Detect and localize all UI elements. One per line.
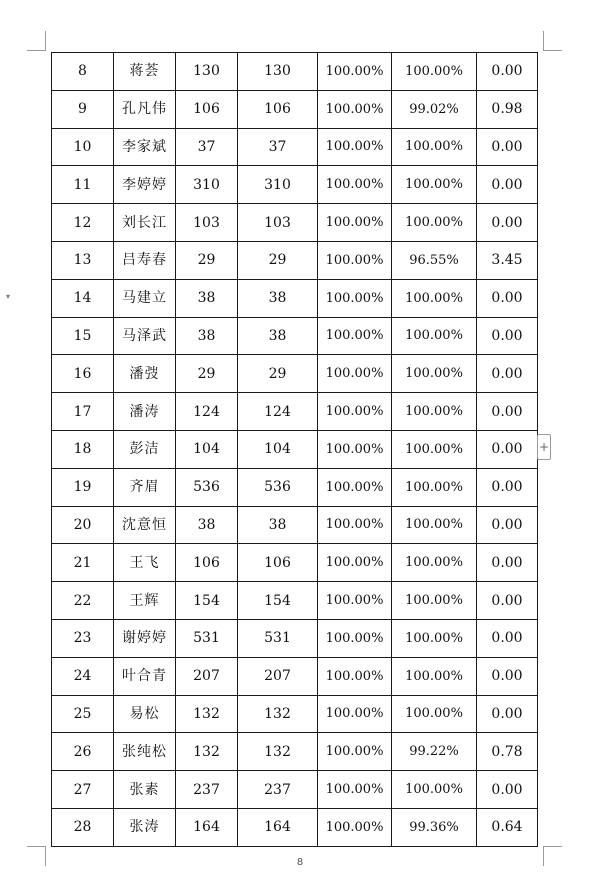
diff-cell: 0.78	[477, 733, 538, 771]
name-cell: 李家斌	[114, 128, 176, 166]
index-cell: 20	[52, 506, 114, 544]
name-cell: 李婷婷	[114, 166, 176, 204]
name-cell: 马泽武	[114, 317, 176, 355]
table-row	[52, 90, 538, 128]
index-cell: 15	[52, 317, 114, 355]
total-cell: 132	[176, 695, 238, 733]
index-cell: 23	[52, 619, 114, 657]
pass-rate-cell: 100.00%	[392, 317, 477, 355]
index-cell: 25	[52, 695, 114, 733]
pass-rate-cell: 100.00%	[392, 506, 477, 544]
diff-cell: 0.00	[477, 128, 538, 166]
rate-cell: 100.00%	[318, 204, 392, 242]
done-cell: 132	[238, 733, 318, 771]
add-row-button[interactable]: +	[537, 434, 551, 460]
index-cell: 21	[52, 544, 114, 582]
total-cell: 531	[176, 619, 238, 657]
rate-cell: 100.00%	[318, 430, 392, 468]
rate-cell: 100.00%	[318, 128, 392, 166]
done-cell: 29	[238, 241, 318, 279]
rate-cell: 100.00%	[318, 619, 392, 657]
table-row	[52, 695, 538, 733]
pass-rate-cell: 100.00%	[392, 204, 477, 242]
table-row	[52, 317, 538, 355]
index-cell: 13	[52, 241, 114, 279]
name-cell: 吕寿春	[114, 241, 176, 279]
pass-rate-cell: 100.00%	[392, 393, 477, 431]
pass-rate-cell: 100.00%	[392, 53, 477, 91]
pass-rate-cell: 100.00%	[392, 619, 477, 657]
table-row	[52, 808, 538, 846]
total-cell: 38	[176, 317, 238, 355]
table-row	[52, 544, 538, 582]
name-cell: 孔凡伟	[114, 90, 176, 128]
total-cell: 124	[176, 393, 238, 431]
name-cell: 张纯松	[114, 733, 176, 771]
rate-cell: 100.00%	[318, 544, 392, 582]
table-row	[52, 355, 538, 393]
table-row	[52, 393, 538, 431]
table-row	[52, 279, 538, 317]
table-row	[52, 619, 538, 657]
index-cell: 10	[52, 128, 114, 166]
index-cell: 11	[52, 166, 114, 204]
diff-cell: 0.00	[477, 619, 538, 657]
pass-rate-cell: 100.00%	[392, 355, 477, 393]
diff-cell: 0.00	[477, 355, 538, 393]
page-number: 8	[296, 857, 304, 868]
name-cell: 张素	[114, 771, 176, 809]
done-cell: 29	[238, 355, 318, 393]
total-cell: 29	[176, 355, 238, 393]
total-cell: 38	[176, 506, 238, 544]
rate-cell: 100.00%	[318, 771, 392, 809]
rate-cell: 100.00%	[318, 90, 392, 128]
table-row	[52, 53, 538, 91]
table-row	[52, 128, 538, 166]
pass-rate-cell: 100.00%	[392, 166, 477, 204]
diff-cell: 0.00	[477, 53, 538, 91]
done-cell: 38	[238, 317, 318, 355]
diff-cell: 0.00	[477, 771, 538, 809]
pass-rate-cell: 100.00%	[392, 279, 477, 317]
crop-mark-bottom-left-h	[27, 846, 46, 847]
collapse-marker-icon[interactable]: ▾	[6, 292, 11, 301]
pass-rate-cell: 99.02%	[392, 90, 477, 128]
total-cell: 104	[176, 430, 238, 468]
pass-rate-cell: 100.00%	[392, 544, 477, 582]
pass-rate-cell: 100.00%	[392, 430, 477, 468]
done-cell: 103	[238, 204, 318, 242]
name-cell: 刘长江	[114, 204, 176, 242]
index-cell: 22	[52, 582, 114, 620]
total-cell: 536	[176, 468, 238, 506]
diff-cell: 0.00	[477, 544, 538, 582]
name-cell: 齐眉	[114, 468, 176, 506]
index-cell: 24	[52, 657, 114, 695]
name-cell: 王辉	[114, 582, 176, 620]
rate-cell: 100.00%	[318, 317, 392, 355]
diff-cell: 0.64	[477, 808, 538, 846]
index-cell: 9	[52, 90, 114, 128]
name-cell: 谢婷婷	[114, 619, 176, 657]
crop-mark-top-left-v	[45, 31, 46, 51]
done-cell: 130	[238, 53, 318, 91]
index-cell: 17	[52, 393, 114, 431]
done-cell: 237	[238, 771, 318, 809]
name-cell: 潘弢	[114, 355, 176, 393]
diff-cell: 0.00	[477, 204, 538, 242]
diff-cell: 0.00	[477, 393, 538, 431]
done-cell: 531	[238, 619, 318, 657]
total-cell: 38	[176, 279, 238, 317]
index-cell: 14	[52, 279, 114, 317]
diff-cell: 0.00	[477, 506, 538, 544]
pass-rate-cell: 100.00%	[392, 657, 477, 695]
rate-cell: 100.00%	[318, 582, 392, 620]
table-row	[52, 241, 538, 279]
name-cell: 张涛	[114, 808, 176, 846]
rate-cell: 100.00%	[318, 733, 392, 771]
name-cell: 潘涛	[114, 393, 176, 431]
total-cell: 29	[176, 241, 238, 279]
diff-cell: 0.98	[477, 90, 538, 128]
table-row	[52, 468, 538, 506]
total-cell: 103	[176, 204, 238, 242]
diff-cell: 3.45	[477, 241, 538, 279]
total-cell: 154	[176, 582, 238, 620]
done-cell: 536	[238, 468, 318, 506]
index-cell: 8	[52, 53, 114, 91]
table-row	[52, 506, 538, 544]
pass-rate-cell: 100.00%	[392, 695, 477, 733]
table-row	[52, 771, 538, 809]
total-cell: 106	[176, 544, 238, 582]
rate-cell: 100.00%	[318, 53, 392, 91]
done-cell: 132	[238, 695, 318, 733]
rate-cell: 100.00%	[318, 355, 392, 393]
done-cell: 38	[238, 279, 318, 317]
done-cell: 38	[238, 506, 318, 544]
crop-mark-top-right-h	[543, 50, 562, 51]
crop-mark-top-left-h	[27, 50, 46, 51]
done-cell: 124	[238, 393, 318, 431]
pass-rate-cell: 99.22%	[392, 733, 477, 771]
index-cell: 19	[52, 468, 114, 506]
rate-cell: 100.00%	[318, 506, 392, 544]
rate-cell: 100.00%	[318, 393, 392, 431]
diff-cell: 0.00	[477, 657, 538, 695]
diff-cell: 0.00	[477, 582, 538, 620]
rate-cell: 100.00%	[318, 166, 392, 204]
done-cell: 106	[238, 544, 318, 582]
total-cell: 164	[176, 808, 238, 846]
data-table	[51, 52, 538, 847]
index-cell: 28	[52, 808, 114, 846]
crop-mark-top-right-v	[543, 31, 544, 51]
index-cell: 16	[52, 355, 114, 393]
table-body	[52, 53, 538, 847]
index-cell: 27	[52, 771, 114, 809]
diff-cell: 0.00	[477, 279, 538, 317]
total-cell: 207	[176, 657, 238, 695]
pass-rate-cell: 100.00%	[392, 128, 477, 166]
table-row	[52, 204, 538, 242]
name-cell: 马建立	[114, 279, 176, 317]
name-cell: 王飞	[114, 544, 176, 582]
rate-cell: 100.00%	[318, 468, 392, 506]
index-cell: 18	[52, 430, 114, 468]
name-cell: 沈意恒	[114, 506, 176, 544]
done-cell: 207	[238, 657, 318, 695]
pass-rate-cell: 100.00%	[392, 582, 477, 620]
pass-rate-cell: 100.00%	[392, 468, 477, 506]
table-row	[52, 733, 538, 771]
table-row	[52, 657, 538, 695]
rate-cell: 100.00%	[318, 808, 392, 846]
name-cell: 易松	[114, 695, 176, 733]
total-cell: 130	[176, 53, 238, 91]
pass-rate-cell: 96.55%	[392, 241, 477, 279]
pass-rate-cell: 100.00%	[392, 771, 477, 809]
done-cell: 310	[238, 166, 318, 204]
total-cell: 132	[176, 733, 238, 771]
done-cell: 164	[238, 808, 318, 846]
done-cell: 104	[238, 430, 318, 468]
index-cell: 12	[52, 204, 114, 242]
index-cell: 26	[52, 733, 114, 771]
table-row	[52, 166, 538, 204]
rate-cell: 100.00%	[318, 695, 392, 733]
rate-cell: 100.00%	[318, 657, 392, 695]
name-cell: 彭洁	[114, 430, 176, 468]
total-cell: 37	[176, 128, 238, 166]
pass-rate-cell: 99.36%	[392, 808, 477, 846]
diff-cell: 0.00	[477, 166, 538, 204]
total-cell: 237	[176, 771, 238, 809]
diff-cell: 0.00	[477, 468, 538, 506]
done-cell: 37	[238, 128, 318, 166]
diff-cell: 0.00	[477, 695, 538, 733]
crop-mark-bottom-right-h	[543, 846, 562, 847]
done-cell: 154	[238, 582, 318, 620]
rate-cell: 100.00%	[318, 241, 392, 279]
diff-cell: 0.00	[477, 430, 538, 468]
name-cell: 蒋荟	[114, 53, 176, 91]
rate-cell: 100.00%	[318, 279, 392, 317]
done-cell: 106	[238, 90, 318, 128]
table-row	[52, 582, 538, 620]
diff-cell: 0.00	[477, 317, 538, 355]
total-cell: 310	[176, 166, 238, 204]
total-cell: 106	[176, 90, 238, 128]
name-cell: 叶合青	[114, 657, 176, 695]
table-row	[52, 430, 538, 468]
